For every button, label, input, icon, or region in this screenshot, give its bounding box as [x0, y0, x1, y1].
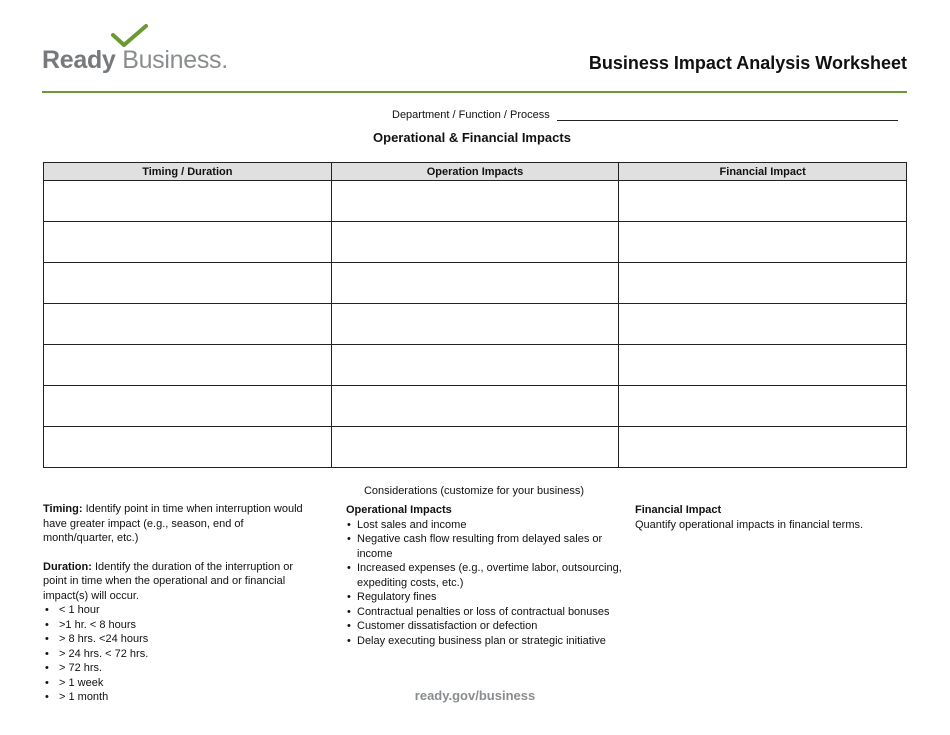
operational-impacts-heading: Operational Impacts: [346, 504, 452, 516]
list-item: • < 1 hour: [43, 603, 308, 618]
considerations-title: Considerations (customize for your business): [363, 485, 585, 497]
timing-cell[interactable]: [44, 304, 332, 345]
column-header-timing: Timing / Duration: [44, 163, 332, 181]
column-header-financial: Financial Impact: [619, 163, 907, 181]
duration-label: Duration:: [43, 560, 92, 573]
table-row: [44, 427, 907, 468]
department-label: Department / Function / Process: [392, 109, 550, 121]
operational-impacts-list: [346, 518, 631, 649]
list-item: • > 8 hrs. <24 hours: [43, 632, 308, 647]
logo-ready-text: Ready: [42, 46, 116, 74]
table-row: [44, 386, 907, 427]
impact-table: [43, 162, 907, 468]
page-title: Business Impact Analysis Worksheet: [588, 53, 907, 73]
list-item: • >1 hr. < 8 hours: [43, 618, 308, 633]
table-row: [44, 263, 907, 304]
timing-text: Identify point in time when interruption would have greater impact (e.g., season, end of month/quarter, etc.): [43, 503, 303, 544]
list-item: • Customer dissatisfaction or defection: [346, 619, 631, 634]
list-item: • > 1 week: [43, 676, 308, 691]
operational-impacts-notes: [346, 503, 631, 648]
list-item: • > 72 hrs.: [43, 661, 308, 676]
duration-note: [43, 560, 308, 604]
timing-cell[interactable]: [44, 386, 332, 427]
list-item: • > 24 hrs. < 72 hrs.: [43, 647, 308, 662]
list-item: • Contractual penalties or loss of contractual bonuses: [346, 605, 631, 620]
timing-label: Timing:: [43, 503, 83, 515]
logo-business-text: Business.: [122, 46, 228, 74]
department-field-row: [392, 108, 898, 121]
operation-cell[interactable]: [331, 386, 619, 427]
list-item: • Delay executing business plan or strategic initiative: [346, 634, 631, 649]
financial-cell[interactable]: [619, 386, 907, 427]
list-item: • > 1 month: [43, 690, 308, 705]
list-item: • Increased expenses (e.g., overtime labor, outsourcing, expediting costs, etc.): [346, 561, 631, 590]
table-row: [44, 181, 907, 222]
timing-cell[interactable]: [44, 222, 332, 263]
financial-impact-text: Quantify operational impacts in financial terms.: [635, 518, 864, 531]
financial-cell[interactable]: [619, 427, 907, 468]
operation-cell[interactable]: [331, 304, 619, 345]
financial-cell[interactable]: [619, 222, 907, 263]
timing-note: [43, 502, 308, 546]
timing-cell[interactable]: [44, 263, 332, 304]
financial-cell[interactable]: [619, 345, 907, 386]
logo-wordmark: [42, 46, 228, 75]
operation-cell[interactable]: [331, 427, 619, 468]
footer-url[interactable]: ready.gov/business: [414, 688, 536, 703]
timing-cell[interactable]: [44, 427, 332, 468]
financial-cell[interactable]: [619, 304, 907, 345]
header-divider: [42, 91, 907, 93]
financial-cell[interactable]: [619, 263, 907, 304]
list-item: • Lost sales and income: [346, 518, 631, 533]
table-row: [44, 304, 907, 345]
duration-text: Identify the duration of the interruption or point in time when the operational and or financial impact(s) will occur.: [43, 560, 294, 602]
timing-duration-notes: [43, 502, 308, 705]
operation-cell[interactable]: [331, 181, 619, 222]
column-header-operation: Operation Impacts: [331, 163, 619, 181]
table-row: [44, 345, 907, 386]
timing-cell[interactable]: [44, 181, 332, 222]
table-header-row: [44, 163, 907, 181]
financial-impact-notes: [635, 503, 905, 532]
section-title: Operational & Financial Impacts: [373, 130, 571, 145]
financial-cell[interactable]: [619, 181, 907, 222]
financial-impact-heading: Financial Impact: [635, 504, 722, 516]
table-row: [44, 222, 907, 263]
operation-cell[interactable]: [331, 263, 619, 304]
department-input-line[interactable]: [557, 108, 898, 121]
operation-cell[interactable]: [331, 345, 619, 386]
checkmark-icon: [110, 24, 178, 48]
list-item: • Negative cash flow resulting from delayed sales or income: [346, 532, 631, 561]
timing-cell[interactable]: [44, 345, 332, 386]
operation-cell[interactable]: [331, 222, 619, 263]
list-item: • Regulatory fines: [346, 590, 631, 605]
